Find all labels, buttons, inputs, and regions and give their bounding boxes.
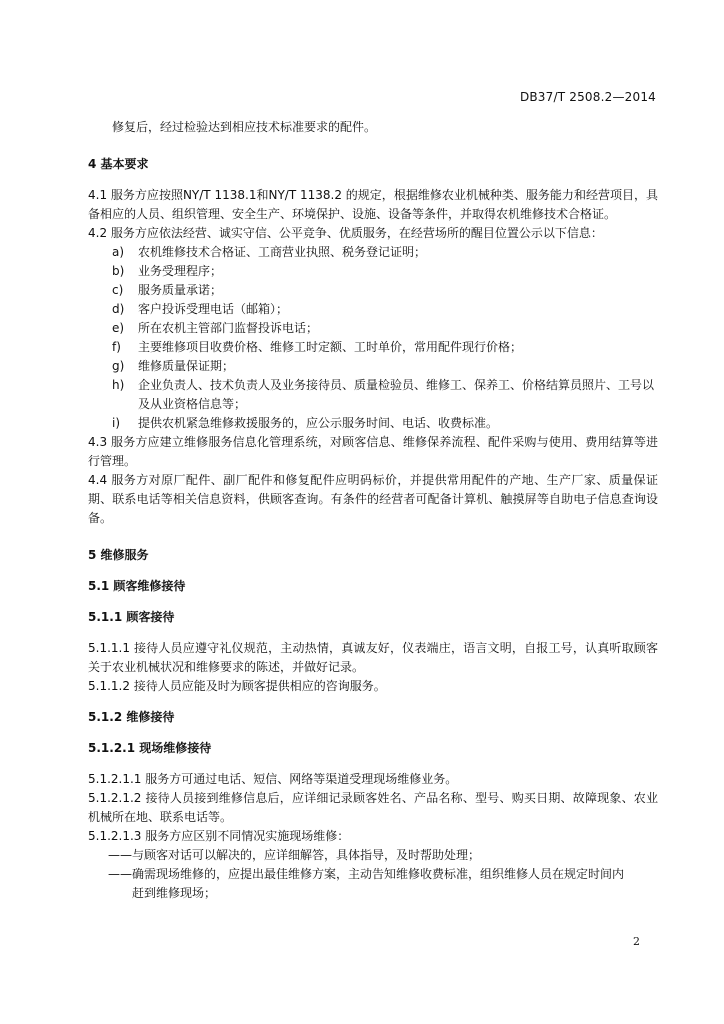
section-5-1-heading: 5.1 顾客维修接待 bbox=[88, 579, 186, 593]
list-item-text: 主要维修项目收费价格、维修工时定额、工时单价，常用配件现行价格； bbox=[138, 340, 523, 354]
clause-4-2: 4.2 服务方应依法经营、诚实守信、公平竞争、优质服务，在经营场所的醒目位置公示以下信息： bbox=[88, 226, 603, 240]
document-code: DB37/T 2508.2—2014 bbox=[519, 90, 656, 104]
continued-paragraph: 修复后，经过检验达到相应技术标准要求的配件。 bbox=[112, 120, 377, 134]
list-item-label: f) bbox=[112, 340, 121, 354]
list-item bbox=[112, 281, 658, 300]
clause-5-1-2-1-1: 5.1.2.1.1 服务方可通过电话、短信、网络等渠道受理现场维修业务。 bbox=[88, 772, 458, 786]
list-item bbox=[112, 243, 658, 262]
list-item-label: a) bbox=[112, 245, 125, 259]
list-item-label: c) bbox=[112, 283, 124, 297]
clause-4-4: 4.4 服务方对原厂配件、副厂配件和修复配件应明码标价，并提供常用配件的产地、生产厂家、质量保证期、联系电话等相关信息资料，供顾客查询。有条件的经营者可配备计算机、触摸屏等自助电子信息查询设备。 bbox=[88, 473, 658, 525]
section-4-heading: 4 基本要求 bbox=[88, 157, 149, 171]
dash-item: ——确需现场维修的，应提出最佳维修方案，主动告知维修收费标准，组织维修人员在规定时间内 bbox=[108, 867, 625, 881]
page-number: 2 bbox=[633, 935, 640, 948]
clause-5-1-2-1-2: 5.1.2.1.2 接待人员接到维修信息后，应详细记录顾客姓名、产品名称、型号、购买日期、故障现象、农业机械所在地、联系电话等。 bbox=[88, 791, 658, 824]
list-item-text: 提供农机紧急维修救援服务的，应公示服务时间、电话、收费标准。 bbox=[138, 416, 499, 430]
list-item bbox=[112, 262, 658, 281]
list-item-label: g) bbox=[112, 359, 125, 373]
clause-4-1: 4.1 服务方应按照NY/T 1138.1和NY/T 1138.2 的规定，根据维修农业机械种类、服务能力和经营项目，具备相应的人员、组织管理、安全生产、环境保护、设施、设备等条件，并取得农机维修技术合格证。 bbox=[88, 188, 658, 221]
list-item-text: 业务受理程序； bbox=[138, 264, 223, 278]
list-item bbox=[112, 414, 658, 433]
list-item-label: b) bbox=[112, 264, 125, 278]
list-item-text: 所在农机主管部门监督投诉电话； bbox=[138, 321, 319, 335]
dash-item: ——与顾客对话可以解决的，应详细解答，具体指导，及时帮助处理； bbox=[108, 848, 481, 862]
clause-5-1-1-2: 5.1.1.2 接待人员应能及时为顾客提供相应的咨询服务。 bbox=[88, 679, 386, 693]
list-item-text: 服务质量承诺； bbox=[138, 283, 223, 297]
list-item-text: 客户投诉受理电话（邮箱）； bbox=[138, 302, 289, 316]
list-item bbox=[112, 300, 658, 319]
document-body bbox=[88, 118, 658, 903]
disclosure-list bbox=[88, 243, 658, 433]
list-item bbox=[112, 376, 658, 414]
clause-5-1-2-1-3: 5.1.2.1.3 服务方应区别不同情况实施现场维修： bbox=[88, 829, 350, 843]
list-item-label: e) bbox=[112, 321, 125, 335]
dash-item-continuation: 赶到维修现场； bbox=[132, 886, 217, 900]
section-5-1-2-1-heading: 5.1.2.1 现场维修接待 bbox=[88, 741, 212, 755]
list-item bbox=[112, 319, 658, 338]
list-item-text: 企业负责人、技术负责人及业务接待员、质量检验员、维修工、保养工、价格结算员照片、工号以及从业资格信息等； bbox=[138, 378, 655, 411]
section-5-1-2-heading: 5.1.2 维修接待 bbox=[88, 710, 175, 724]
clause-4-3: 4.3 服务方应建立维修服务信息化管理系统，对顾客信息、维修保养流程、配件采购与使用、费用结算等进行管理。 bbox=[88, 435, 658, 468]
section-5-1-1-heading: 5.1.1 顾客接待 bbox=[88, 610, 175, 624]
list-item-label: h) bbox=[112, 378, 125, 392]
list-item-text: 农机维修技术合格证、工商营业执照、税务登记证明； bbox=[138, 245, 427, 259]
section-5-heading: 5 维修服务 bbox=[88, 548, 149, 562]
list-item-text: 维修质量保证期； bbox=[138, 359, 235, 373]
list-item bbox=[112, 338, 658, 357]
list-item-label: d) bbox=[112, 302, 125, 316]
list-item-label: i) bbox=[112, 416, 121, 430]
clause-5-1-1-1: 5.1.1.1 接待人员应遵守礼仪规范，主动热情，真诚友好，仪表端庄，语言文明，自报工号，认真听取顾客关于农业机械状况和维修要求的陈述，并做好记录。 bbox=[88, 641, 658, 674]
list-item bbox=[112, 357, 658, 376]
